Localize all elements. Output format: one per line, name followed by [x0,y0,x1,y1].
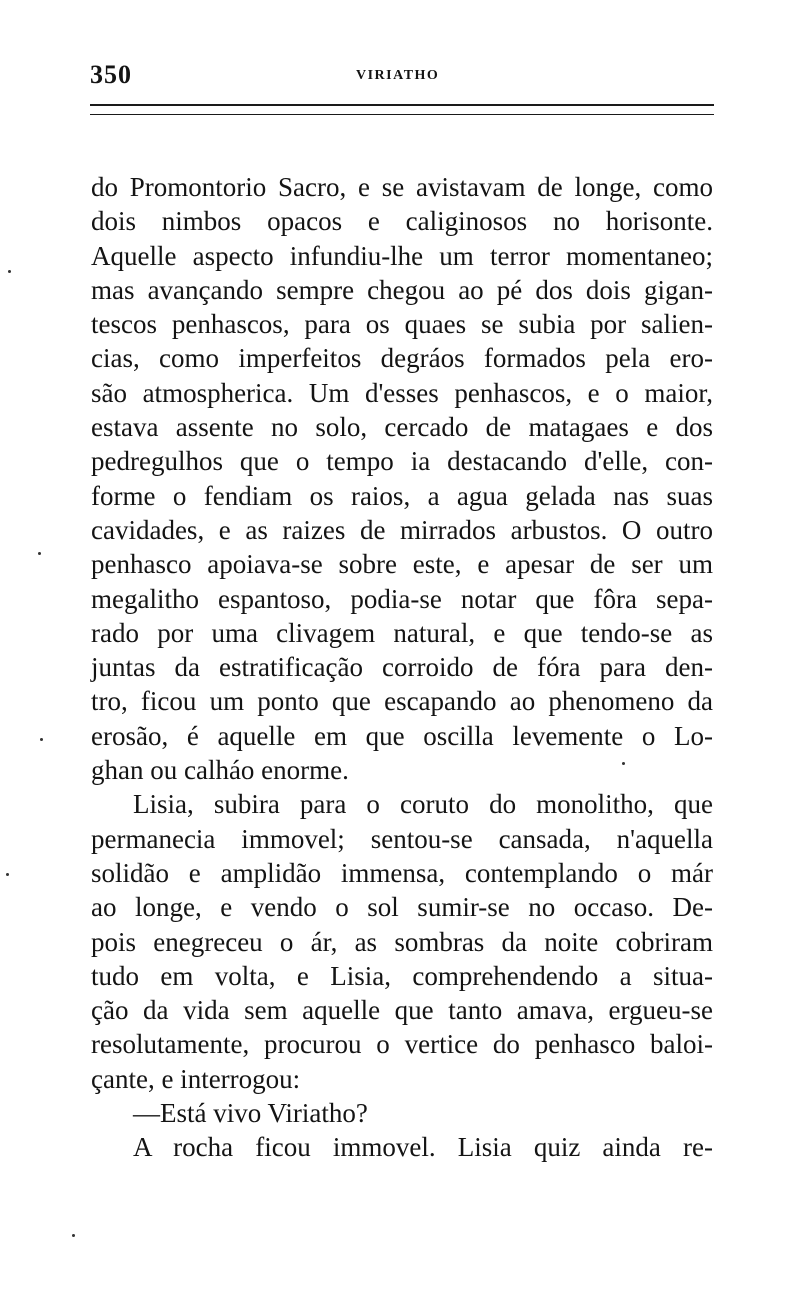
text-line: —Está vivo Viriatho? [133,1098,368,1129]
page-header [90,60,714,94]
print-speck [8,270,11,273]
body-text [91,170,713,1165]
text-line: çante, e interrogou: [91,1063,301,1094]
text-line: A rocha ficou immovel. Lisia quiz ainda re- [133,1132,713,1163]
print-speck [72,1234,75,1237]
text-line: rado por uma clivagem natural, e que tendo-se as [91,617,713,648]
print-speck [38,552,41,555]
text-line: tudo em volta, e Lisia, comprehendendo a situa- [91,960,713,991]
text-line: do Promontorio Sacro, e se avistavam de longe, como [91,172,713,202]
text-line: erosão, é aquelle em que oscilla levemente o Lo- [91,720,713,751]
text-line: estava assente no solo, cercado de matagaes e dos [91,412,713,443]
text-line: solidão e amplidão immensa, contemplando o már [91,857,713,888]
text-line: mas avançando sempre chegou ao pé dos dois gigan- [91,274,713,305]
text-line: cias, como imperfeitos degráos formados pela ero- [91,343,713,374]
text-line: Aquelle aspecto infundiu-lhe um terror momentaneo; [91,240,713,271]
page-number: 350 [90,60,132,89]
text-line: dois nimbos opacos e caliginosos no horisonte. [91,206,713,237]
text-line: penhasco apoiava-se sobre este, e apesar de ser um [91,549,713,580]
text-line: pedregulhos que o tempo ia destacando d'elle, con- [91,446,713,477]
print-speck [622,762,625,765]
text-line: megalitho espantoso, podia-se notar que fôra sepa- [91,583,713,614]
text-line: tescos penhascos, para os quaes se subia por salien- [91,309,713,340]
text-line: Lisia, subira para o coruto do monolitho, que [133,789,713,820]
print-speck [6,873,9,876]
header-rule-thin [90,114,714,115]
print-speck [40,738,43,741]
text-line: permanecia immovel; sentou-se cansada, n'aquella [91,823,713,854]
text-line: pois enegreceu o ár, as sombras da noite cobriram [91,926,713,957]
text-line: ao longe, e vendo o sol sumir-se no occaso. De- [91,892,713,923]
text-line: ghan ou calháo enorme. [91,755,349,786]
text-line: juntas da estratificação corroido de fóra para den- [91,652,713,683]
header-rule [90,104,714,106]
text-line: resolutamente, procurou o vertice do penhasco baloi- [91,1029,713,1060]
text-line: são atmospherica. Um d'esses penhascos, e o maior, [91,377,713,408]
text-line: forme o fendiam os raios, a agua gelada nas suas [91,480,713,511]
text-line: cavidades, e as raizes de mirrados arbustos. O outro [91,514,713,545]
running-title: VIRIATHO [356,68,440,83]
text-line: tro, ficou um ponto que escapando ao phenomeno da [91,686,713,717]
text-line: ção da vida sem aquelle que tanto amava, ergueu-se [91,995,713,1026]
